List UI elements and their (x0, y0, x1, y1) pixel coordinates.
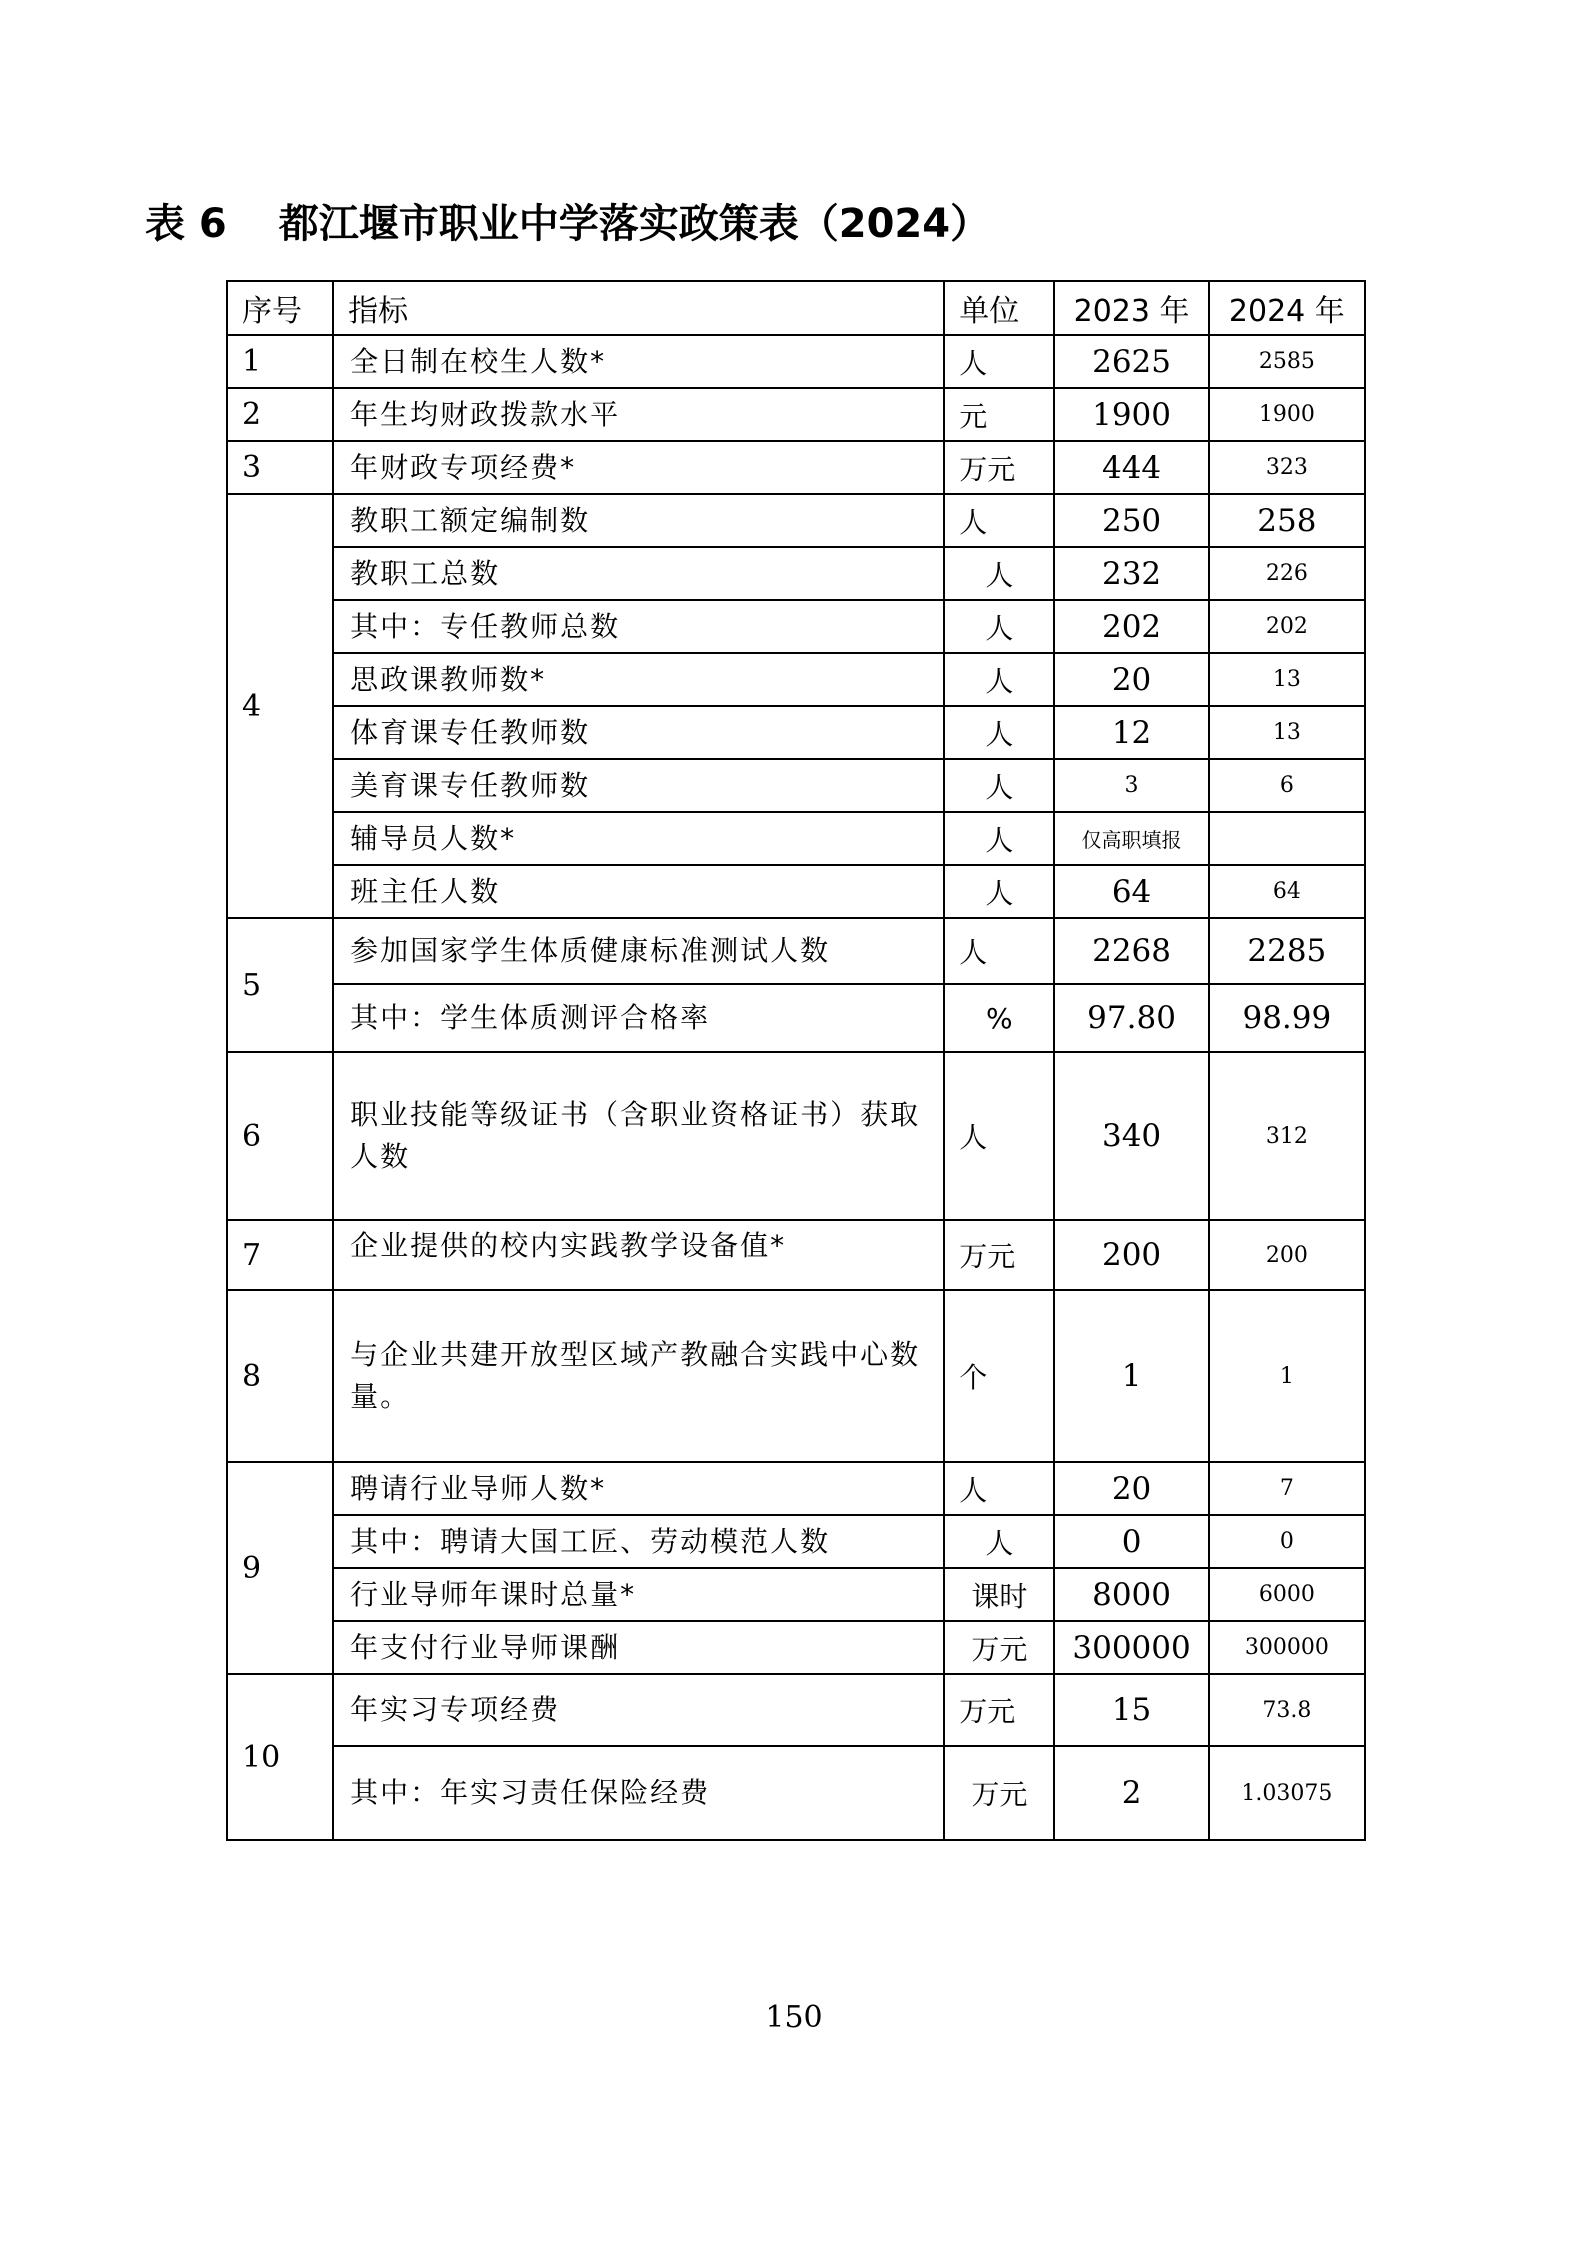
row-value-2024: 13 (1209, 653, 1365, 706)
row-value-2024: 323 (1209, 441, 1365, 494)
row-seq: 7 (227, 1220, 333, 1290)
policy-table (226, 280, 1366, 1841)
table-row (227, 812, 1365, 865)
row-value-2024: 2585 (1209, 335, 1365, 388)
row-indicator: 思政课教师数* (333, 653, 944, 706)
header-2024: 2024 年 (1209, 281, 1365, 335)
row-unit: 人 (944, 918, 1054, 984)
row-value-2023: 2268 (1054, 918, 1208, 984)
row-indicator: 年支付行业导师课酬 (333, 1621, 944, 1674)
table-row (227, 600, 1365, 653)
table-row (227, 1220, 1365, 1290)
row-unit: 人 (944, 865, 1054, 918)
row-value-2023: 20 (1054, 1462, 1208, 1515)
row-indicator: 全日制在校生人数* (333, 335, 944, 388)
row-value-2024: 226 (1209, 547, 1365, 600)
row-value-2023: 64 (1054, 865, 1208, 918)
table-row (227, 759, 1365, 812)
row-value-2023: 12 (1054, 706, 1208, 759)
row-value-2024: 13 (1209, 706, 1365, 759)
table-row (227, 1462, 1365, 1515)
table-row (227, 1621, 1365, 1674)
row-value-2024: 0 (1209, 1515, 1365, 1568)
row-unit: 元 (944, 388, 1054, 441)
row-indicator: 辅导员人数* (333, 812, 944, 865)
table-row (227, 335, 1365, 388)
row-seq: 10 (227, 1674, 333, 1840)
table-row (227, 441, 1365, 494)
row-indicator: 班主任人数 (333, 865, 944, 918)
row-unit: 人 (944, 1515, 1054, 1568)
row-value-2024: 2285 (1209, 918, 1365, 984)
row-unit: 人 (944, 812, 1054, 865)
row-value-2023: 300000 (1054, 1621, 1208, 1674)
row-seq: 4 (227, 494, 333, 918)
row-unit: 课时 (944, 1568, 1054, 1621)
row-indicator: 企业提供的校内实践教学设备值* (333, 1220, 944, 1290)
row-seq: 3 (227, 441, 333, 494)
table-row (227, 1746, 1365, 1840)
table-label: 表 6 (145, 201, 227, 247)
row-unit: 万元 (944, 1746, 1054, 1840)
header-indicator: 指标 (333, 281, 944, 335)
row-unit: 人 (944, 706, 1054, 759)
row-unit: 人 (944, 1462, 1054, 1515)
row-indicator: 美育课专任教师数 (333, 759, 944, 812)
table-row (227, 1568, 1365, 1621)
row-value-2023: 200 (1054, 1220, 1208, 1290)
header-seq: 序号 (227, 281, 333, 335)
row-seq: 8 (227, 1290, 333, 1462)
row-value-2023: 20 (1054, 653, 1208, 706)
row-unit: 人 (944, 1052, 1054, 1220)
row-indicator: 与企业共建开放型区域产教融合实践中心数量。 (333, 1290, 944, 1462)
row-seq: 5 (227, 918, 333, 1052)
row-value-2024: 64 (1209, 865, 1365, 918)
page-title (145, 192, 990, 249)
row-value-2023: 15 (1054, 1674, 1208, 1746)
row-unit: 人 (944, 759, 1054, 812)
row-seq: 6 (227, 1052, 333, 1220)
row-value-2024 (1209, 812, 1365, 865)
row-indicator: 其中：年实习责任保险经费 (333, 1746, 944, 1840)
row-value-2024: 98.99 (1209, 984, 1365, 1052)
row-indicator: 其中：专任教师总数 (333, 600, 944, 653)
row-value-2023: 3 (1054, 759, 1208, 812)
row-unit: 万元 (944, 441, 1054, 494)
row-indicator: 教职工额定编制数 (333, 494, 944, 547)
row-value-2024: 200 (1209, 1220, 1365, 1290)
row-indicator: 其中：聘请大国工匠、劳动模范人数 (333, 1515, 944, 1568)
row-value-2023: 0 (1054, 1515, 1208, 1568)
row-value-2024: 1 (1209, 1290, 1365, 1462)
row-value-2024: 6000 (1209, 1568, 1365, 1621)
row-unit: 个 (944, 1290, 1054, 1462)
row-value-2024: 202 (1209, 600, 1365, 653)
header-2023: 2023 年 (1054, 281, 1208, 335)
row-value-2023: 340 (1054, 1052, 1208, 1220)
row-seq: 9 (227, 1462, 333, 1674)
row-unit: 万元 (944, 1621, 1054, 1674)
row-indicator: 其中：学生体质测评合格率 (333, 984, 944, 1052)
row-value-2023: 1 (1054, 1290, 1208, 1462)
row-value-2024: 312 (1209, 1052, 1365, 1220)
row-indicator: 职业技能等级证书（含职业资格证书）获取人数 (333, 1052, 944, 1220)
row-indicator: 年生均财政拨款水平 (333, 388, 944, 441)
table-row (227, 706, 1365, 759)
row-value-2023: 2 (1054, 1746, 1208, 1840)
table-row (227, 1515, 1365, 1568)
table-title: 都江堰市职业中学落实政策表（2024） (278, 201, 991, 247)
row-value-2023: 8000 (1054, 1568, 1208, 1621)
table-row (227, 547, 1365, 600)
row-indicator: 聘请行业导师人数* (333, 1462, 944, 1515)
row-value-2023: 1900 (1054, 388, 1208, 441)
table-row (227, 984, 1365, 1052)
table-row (227, 388, 1365, 441)
row-value-2023: 2625 (1054, 335, 1208, 388)
row-value-2023: 250 (1054, 494, 1208, 547)
row-value-2024: 1.03075 (1209, 1746, 1365, 1840)
page-number: 150 (765, 2000, 823, 2035)
row-value-2024: 300000 (1209, 1621, 1365, 1674)
table-row (227, 1674, 1365, 1746)
row-unit: 人 (944, 335, 1054, 388)
row-indicator: 行业导师年课时总量* (333, 1568, 944, 1621)
row-value-2024: 6 (1209, 759, 1365, 812)
row-unit: 人 (944, 547, 1054, 600)
row-value-2023: 232 (1054, 547, 1208, 600)
table-row (227, 865, 1365, 918)
row-value-2024: 258 (1209, 494, 1365, 547)
row-value-2024: 7 (1209, 1462, 1365, 1515)
row-seq: 2 (227, 388, 333, 441)
row-unit: 人 (944, 653, 1054, 706)
table-row (227, 1052, 1365, 1220)
row-unit: 人 (944, 600, 1054, 653)
table-row (227, 1290, 1365, 1462)
row-value-2023: 202 (1054, 600, 1208, 653)
row-value-2024: 73.8 (1209, 1674, 1365, 1746)
row-indicator: 年财政专项经费* (333, 441, 944, 494)
row-value-2023: 444 (1054, 441, 1208, 494)
row-indicator: 体育课专任教师数 (333, 706, 944, 759)
header-unit: 单位 (944, 281, 1054, 335)
row-value-2023: 97.80 (1054, 984, 1208, 1052)
header-row (227, 281, 1365, 335)
row-seq: 1 (227, 335, 333, 388)
row-unit: 人 (944, 494, 1054, 547)
row-value-2023: 仅高职填报 (1054, 812, 1208, 865)
row-unit: 万元 (944, 1220, 1054, 1290)
row-unit: % (944, 984, 1054, 1052)
row-indicator: 参加国家学生体质健康标准测试人数 (333, 918, 944, 984)
table-row (227, 918, 1365, 984)
table-row (227, 653, 1365, 706)
row-indicator: 教职工总数 (333, 547, 944, 600)
row-indicator: 年实习专项经费 (333, 1674, 944, 1746)
row-unit: 万元 (944, 1674, 1054, 1746)
row-value-2024: 1900 (1209, 388, 1365, 441)
table-row (227, 494, 1365, 547)
